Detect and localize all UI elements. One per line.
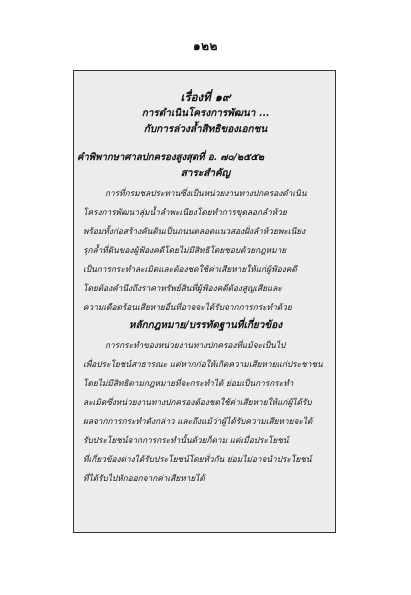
- principle-heading: หลักกฎหมาย/บรรทัดฐานที่เกี่ยวข้อง: [128, 320, 283, 331]
- summary-line: เป็นการกระทำละเมิดและต้องชดใช้ค่าเสียหายให้แก่ผู้ฟ้องคดี: [83, 264, 297, 274]
- summary-heading: สาระสำคัญ: [180, 168, 231, 179]
- summary-line: โดยต้องคำนึงถึงราคาทรัพย์สินที่ผู้ฟ้องคดีต้องสูญเสียและ: [83, 283, 282, 293]
- principle-paragraph: [83, 336, 328, 488]
- principle-line: ละเมิดซึ่งหน่วยงานทางปกครองต้องชดใช้ค่าเสียหายให้แก่ผู้ได้รับ: [83, 397, 312, 407]
- summary-line: ความเดือดร้อนเสียหายอื่นที่อาจจะได้รับจากการกระทำด้วย: [83, 302, 292, 312]
- title-line-1: การดำเนินโครงการพัฒนา ...: [141, 108, 270, 119]
- story-label: เรื่องที่ ๑๙: [180, 90, 231, 104]
- principle-line: โดยไม่มีสิทธิตามกฎหมายที่จะกระทำได้ ย่อมเป็นการกระทำ: [83, 378, 294, 388]
- case-summary-box: [73, 70, 336, 533]
- summary-line: การที่กรมชลประทานซึ่งเป็นหน่วยงานทางปกครองดำเนิน: [105, 188, 307, 198]
- page-number: ๑๒๒: [193, 39, 218, 53]
- principle-line: ผลจากการกระทำดังกล่าว และถึงแม้ว่าผู้ได้รับความเสียหายจะได้: [83, 416, 313, 426]
- summary-paragraph: [83, 184, 328, 317]
- principle-line: ที่เกี่ยวข้องต่างได้รับประโยชน์โดยทั่วกัน ย่อมไม่อาจนำประโยชน์: [83, 454, 312, 464]
- title-line-2: กับการล่วงล้ำสิทธิของเอกชน: [143, 124, 268, 135]
- principle-line: เพื่อประโยชน์สาธารณะ แต่หากก่อให้เกิดความเสียหายแก่ประชาชน: [83, 359, 323, 369]
- case-reference: คำพิพากษาศาลปกครองสูงสุดที่ อ. ๗๐/๒๕๕๒: [77, 152, 265, 163]
- principle-line: รับประโยชน์จากการกระทำนั้นด้วยก็ตาม แต่เมื่อประโยชน์: [83, 435, 289, 445]
- summary-line: โครงการพัฒนาลุ่มน้ำลำพะเนียงโดยทำการขุดลอกลำห้วย: [83, 207, 287, 217]
- principle-line: การกระทำของหน่วยงานทางปกครองที่แม้จะเป็นไป: [105, 340, 286, 350]
- summary-line: พร้อมทั้งก่อสร้างคันดินเป็นถนนตลอดแนวสองฝั่งลำห้วยพะเนียง: [83, 226, 306, 236]
- summary-line: รุกล้ำที่ดินของผู้ฟ้องคดีโดยไม่มีสิทธิโดยชอบด้วยกฎหมาย: [83, 245, 287, 255]
- principle-line: ที่ได้รับไปหักออกจากค่าเสียหายได้: [83, 473, 205, 483]
